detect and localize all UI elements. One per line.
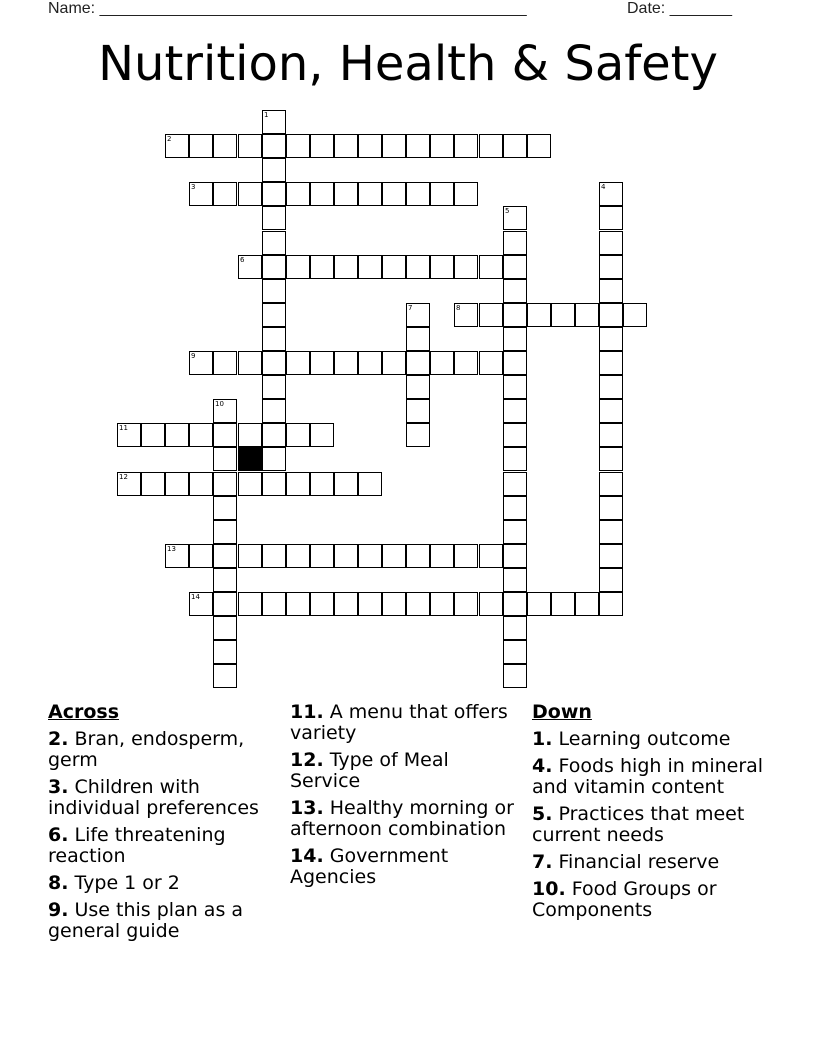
crossword-cell[interactable] bbox=[165, 423, 189, 447]
crossword-cell[interactable] bbox=[286, 182, 310, 206]
down-heading: Down bbox=[532, 701, 592, 723]
crossword-cell[interactable] bbox=[503, 472, 527, 496]
cell-number: 10 bbox=[215, 400, 224, 408]
crossword-cell[interactable] bbox=[238, 472, 262, 496]
crossword-cell[interactable] bbox=[213, 134, 237, 158]
clue-down-1 bbox=[532, 729, 772, 750]
clue-text: Financial reserve bbox=[558, 851, 720, 873]
crossword-cell[interactable] bbox=[430, 182, 454, 206]
crossword-cell[interactable] bbox=[382, 544, 406, 568]
clue-text: Type of Meal Service bbox=[290, 749, 449, 792]
crossword-cell[interactable] bbox=[503, 206, 527, 230]
cell-number: 13 bbox=[167, 545, 176, 553]
crossword-cell[interactable] bbox=[213, 664, 237, 688]
clue-across-13 bbox=[290, 798, 520, 840]
clue-text: Learning outcome bbox=[558, 728, 731, 750]
clue-text: Food Groups or Components bbox=[532, 878, 717, 921]
crossword-cell[interactable] bbox=[599, 327, 623, 351]
crossword-cell[interactable] bbox=[503, 134, 527, 158]
crossword-cell[interactable] bbox=[430, 351, 454, 375]
crossword-cell[interactable] bbox=[503, 447, 527, 471]
clue-text: Children with individual preferences bbox=[48, 776, 259, 819]
crossword-cell[interactable] bbox=[189, 351, 213, 375]
crossword-cell[interactable] bbox=[454, 592, 478, 616]
crossword-cell[interactable] bbox=[334, 182, 358, 206]
crossword-cell[interactable] bbox=[479, 592, 503, 616]
crossword-cell[interactable] bbox=[382, 182, 406, 206]
clue-across-12 bbox=[290, 750, 520, 792]
crossword-cell[interactable] bbox=[406, 303, 430, 327]
crossword-cell[interactable] bbox=[503, 568, 527, 592]
crossword-cell[interactable] bbox=[599, 447, 623, 471]
crossword-cell[interactable] bbox=[262, 134, 286, 158]
crossword-cell[interactable] bbox=[189, 182, 213, 206]
crossword-cell[interactable] bbox=[599, 375, 623, 399]
crossword-cell[interactable] bbox=[165, 134, 189, 158]
cell-number: 5 bbox=[505, 207, 510, 215]
crossword-cell[interactable] bbox=[213, 640, 237, 664]
crossword-cell[interactable] bbox=[599, 544, 623, 568]
clue-text: Bran, endosperm, germ bbox=[48, 728, 245, 771]
crossword-cell[interactable] bbox=[262, 423, 286, 447]
cell-number: 9 bbox=[191, 352, 196, 360]
crossword-cell[interactable] bbox=[310, 592, 334, 616]
clue-down-10 bbox=[532, 879, 772, 921]
crossword-cell[interactable] bbox=[479, 544, 503, 568]
crossword-cell[interactable] bbox=[262, 303, 286, 327]
clue-number: 2. bbox=[48, 728, 69, 750]
crossword-cell[interactable] bbox=[286, 544, 310, 568]
crossword-cell[interactable] bbox=[406, 544, 430, 568]
date-field-label: Date: _______ bbox=[627, 0, 732, 17]
cell-number: 1 bbox=[264, 111, 269, 119]
crossword-cell[interactable] bbox=[599, 182, 623, 206]
crossword-cell[interactable] bbox=[430, 134, 454, 158]
crossword-cell[interactable] bbox=[334, 544, 358, 568]
clue-down-5 bbox=[532, 804, 772, 846]
crossword-cell[interactable] bbox=[382, 255, 406, 279]
crossword-cell[interactable] bbox=[189, 423, 213, 447]
crossword-cell[interactable] bbox=[213, 447, 237, 471]
crossword-cell[interactable] bbox=[213, 351, 237, 375]
crossword-cell[interactable] bbox=[503, 351, 527, 375]
crossword-cell[interactable] bbox=[599, 423, 623, 447]
crossword-cell[interactable] bbox=[479, 255, 503, 279]
crossword-cell[interactable] bbox=[599, 520, 623, 544]
crossword-cell[interactable] bbox=[286, 351, 310, 375]
clue-across-9 bbox=[48, 900, 283, 942]
crossword-cell[interactable] bbox=[262, 351, 286, 375]
crossword-cell[interactable] bbox=[213, 544, 237, 568]
crossword-cell[interactable] bbox=[310, 544, 334, 568]
crossword-cell[interactable] bbox=[213, 182, 237, 206]
crossword-cell[interactable] bbox=[406, 327, 430, 351]
crossword-cell[interactable] bbox=[454, 255, 478, 279]
crossword-cell[interactable] bbox=[406, 182, 430, 206]
clue-number: 14. bbox=[290, 845, 324, 867]
crossword-cell[interactable] bbox=[575, 303, 599, 327]
clue-number: 1. bbox=[532, 728, 553, 750]
crossword-cell[interactable] bbox=[358, 351, 382, 375]
crossword-cell[interactable] bbox=[430, 544, 454, 568]
crossword-cell[interactable] bbox=[503, 399, 527, 423]
crossword-cell[interactable] bbox=[189, 134, 213, 158]
clue-number: 6. bbox=[48, 824, 69, 846]
crossword-cell[interactable] bbox=[382, 134, 406, 158]
down-clues-column bbox=[532, 702, 772, 927]
crossword-cell[interactable] bbox=[262, 327, 286, 351]
crossword-cell[interactable] bbox=[599, 592, 623, 616]
crossword-cell[interactable] bbox=[238, 351, 262, 375]
crossword-cell[interactable] bbox=[599, 231, 623, 255]
crossword-cell[interactable] bbox=[310, 472, 334, 496]
crossword-cell[interactable] bbox=[479, 303, 503, 327]
clue-text: Government Agencies bbox=[290, 845, 449, 888]
crossword-cell[interactable] bbox=[454, 303, 478, 327]
crossword-cell[interactable] bbox=[623, 303, 647, 327]
across-heading: Across bbox=[48, 701, 120, 723]
clue-number: 12. bbox=[290, 749, 324, 771]
crossword-cell[interactable] bbox=[454, 544, 478, 568]
crossword-cell[interactable] bbox=[503, 279, 527, 303]
crossword-cell[interactable] bbox=[430, 255, 454, 279]
crossword-cell[interactable] bbox=[262, 255, 286, 279]
crossword-cell[interactable] bbox=[527, 134, 551, 158]
crossword-cell[interactable] bbox=[286, 423, 310, 447]
crossword-cell[interactable] bbox=[454, 351, 478, 375]
crossword-cell[interactable] bbox=[334, 255, 358, 279]
crossword-cell[interactable] bbox=[334, 134, 358, 158]
crossword-cell[interactable] bbox=[213, 616, 237, 640]
crossword-cell[interactable] bbox=[406, 375, 430, 399]
crossword-cell[interactable] bbox=[479, 134, 503, 158]
crossword-cell[interactable] bbox=[262, 472, 286, 496]
crossword-cell[interactable] bbox=[141, 423, 165, 447]
crossword-cell[interactable] bbox=[262, 592, 286, 616]
clue-text: Healthy morning or afternoon combination bbox=[290, 797, 514, 840]
cell-number: 12 bbox=[119, 473, 128, 481]
clue-across-6 bbox=[48, 825, 283, 867]
crossword-cell[interactable] bbox=[503, 255, 527, 279]
crossword-cell[interactable] bbox=[358, 182, 382, 206]
crossword-cell[interactable] bbox=[286, 592, 310, 616]
crossword-cell[interactable] bbox=[599, 303, 623, 327]
crossword-cell[interactable] bbox=[527, 303, 551, 327]
crossword-cell[interactable] bbox=[213, 423, 237, 447]
crossword-cell[interactable] bbox=[238, 182, 262, 206]
clue-down-7 bbox=[532, 852, 772, 873]
clue-number: 7. bbox=[532, 851, 553, 873]
crossword-cell[interactable] bbox=[262, 447, 286, 471]
crossword-cell[interactable] bbox=[430, 592, 454, 616]
crossword-cell[interactable] bbox=[599, 255, 623, 279]
crossword-cell[interactable] bbox=[189, 472, 213, 496]
crossword-cell[interactable] bbox=[286, 255, 310, 279]
crossword-cell[interactable] bbox=[262, 279, 286, 303]
crossword-cell[interactable] bbox=[599, 351, 623, 375]
cell-number: 7 bbox=[408, 304, 413, 312]
crossword-cell[interactable] bbox=[165, 472, 189, 496]
crossword-cell[interactable] bbox=[503, 520, 527, 544]
crossword-cell[interactable] bbox=[238, 134, 262, 158]
clue-text: A menu that offers variety bbox=[290, 701, 508, 744]
across-clues-column-1 bbox=[48, 702, 283, 948]
page-title: Nutrition, Health & Safety bbox=[98, 36, 718, 92]
clue-number: 10. bbox=[532, 878, 566, 900]
crossword-cell[interactable] bbox=[262, 399, 286, 423]
crossword-cell[interactable] bbox=[406, 399, 430, 423]
name-field-label: Name: ________________________________________________ bbox=[48, 0, 527, 17]
cell-number: 4 bbox=[601, 183, 606, 191]
cell-number: 14 bbox=[191, 593, 200, 601]
crossword-cell[interactable] bbox=[334, 592, 358, 616]
clue-text: Life threatening reaction bbox=[48, 824, 226, 867]
crossword-cell[interactable] bbox=[262, 158, 286, 182]
crossword-cell[interactable] bbox=[599, 279, 623, 303]
crossword-cell[interactable] bbox=[189, 592, 213, 616]
crossword-cell[interactable] bbox=[551, 303, 575, 327]
clue-across-3 bbox=[48, 777, 283, 819]
clue-across-8 bbox=[48, 873, 283, 894]
crossword-cell[interactable] bbox=[382, 592, 406, 616]
crossword-cell[interactable] bbox=[406, 423, 430, 447]
cell-number: 11 bbox=[119, 424, 128, 432]
crossword-cell[interactable] bbox=[503, 664, 527, 688]
clue-number: 3. bbox=[48, 776, 69, 798]
crossword-cell[interactable] bbox=[358, 134, 382, 158]
crossword-cell[interactable] bbox=[503, 592, 527, 616]
across-clues-column-2 bbox=[290, 702, 520, 894]
crossword-cell[interactable] bbox=[358, 255, 382, 279]
crossword-cell[interactable] bbox=[599, 568, 623, 592]
crossword-cell[interactable] bbox=[262, 206, 286, 230]
crossword-cell[interactable] bbox=[213, 472, 237, 496]
crossword-cell[interactable] bbox=[503, 423, 527, 447]
crossword-cell[interactable] bbox=[117, 472, 141, 496]
crossword-cell[interactable] bbox=[165, 544, 189, 568]
clue-text: Type 1 or 2 bbox=[74, 872, 180, 894]
crossword-cell[interactable] bbox=[454, 182, 478, 206]
clue-number: 11. bbox=[290, 701, 324, 723]
crossword-cell[interactable] bbox=[213, 568, 237, 592]
crossword-cell[interactable] bbox=[238, 255, 262, 279]
crossword-cell[interactable] bbox=[117, 423, 141, 447]
crossword-cell[interactable] bbox=[503, 327, 527, 351]
crossword-cell[interactable] bbox=[575, 592, 599, 616]
crossword-cell[interactable] bbox=[358, 592, 382, 616]
crossword-cell[interactable] bbox=[503, 616, 527, 640]
crossword-cell[interactable] bbox=[286, 472, 310, 496]
cell-number: 2 bbox=[167, 135, 172, 143]
crossword-cell[interactable] bbox=[527, 592, 551, 616]
clue-number: 8. bbox=[48, 872, 69, 894]
crossword-cell[interactable] bbox=[599, 496, 623, 520]
cell-number: 8 bbox=[456, 304, 461, 312]
crossword-cell[interactable] bbox=[358, 472, 382, 496]
crossword-cell[interactable] bbox=[213, 399, 237, 423]
clue-number: 9. bbox=[48, 899, 69, 921]
clue-number: 13. bbox=[290, 797, 324, 819]
crossword-cell[interactable] bbox=[310, 351, 334, 375]
clue-across-14 bbox=[290, 846, 520, 888]
crossword-cell[interactable] bbox=[599, 206, 623, 230]
crossword-cell[interactable] bbox=[551, 592, 575, 616]
clue-text: Use this plan as a general guide bbox=[48, 899, 244, 942]
clue-across-11 bbox=[290, 702, 520, 744]
crossword-cell[interactable] bbox=[406, 255, 430, 279]
crossword-cell[interactable] bbox=[262, 375, 286, 399]
crossword-cell[interactable] bbox=[262, 231, 286, 255]
crossword-cell[interactable] bbox=[454, 134, 478, 158]
crossword-cell[interactable] bbox=[503, 544, 527, 568]
crossword-cell[interactable] bbox=[262, 182, 286, 206]
clue-across-2 bbox=[48, 729, 283, 771]
crossword-cell[interactable] bbox=[141, 472, 165, 496]
clue-text: Practices that meet current needs bbox=[532, 803, 745, 846]
crossword-cell[interactable] bbox=[262, 544, 286, 568]
crossword-cell[interactable] bbox=[286, 134, 310, 158]
crossword-cell[interactable] bbox=[599, 399, 623, 423]
crossword-cell[interactable] bbox=[310, 255, 334, 279]
crossword-cell[interactable] bbox=[238, 544, 262, 568]
clue-text: Foods high in mineral and vitamin content bbox=[532, 755, 764, 798]
crossword-cell[interactable] bbox=[213, 520, 237, 544]
crossword-cell[interactable] bbox=[406, 351, 430, 375]
crossword-cell[interactable] bbox=[479, 351, 503, 375]
crossword-cell[interactable] bbox=[213, 592, 237, 616]
cell-number: 3 bbox=[191, 183, 196, 191]
cell-number: 6 bbox=[240, 256, 245, 264]
crossword-cell[interactable] bbox=[189, 544, 213, 568]
crossword-cell[interactable] bbox=[310, 423, 334, 447]
crossword-cell[interactable] bbox=[503, 496, 527, 520]
clue-down-4 bbox=[532, 756, 772, 798]
crossword-cell[interactable] bbox=[406, 134, 430, 158]
crossword-cell[interactable] bbox=[503, 375, 527, 399]
crossword-cell[interactable] bbox=[334, 351, 358, 375]
crossword-cell[interactable] bbox=[599, 472, 623, 496]
crossword-cell[interactable] bbox=[262, 110, 286, 134]
crossword-cell[interactable] bbox=[503, 303, 527, 327]
crossword-cell[interactable] bbox=[238, 423, 262, 447]
crossword-cell[interactable] bbox=[310, 134, 334, 158]
crossword-cell[interactable] bbox=[406, 592, 430, 616]
clue-number: 5. bbox=[532, 803, 553, 825]
crossword-cell[interactable] bbox=[213, 496, 237, 520]
black-square bbox=[238, 447, 262, 471]
clue-number: 4. bbox=[532, 755, 553, 777]
crossword-cell[interactable] bbox=[310, 182, 334, 206]
crossword-cell[interactable] bbox=[382, 351, 406, 375]
crossword-cell[interactable] bbox=[334, 472, 358, 496]
crossword-cell[interactable] bbox=[503, 640, 527, 664]
crossword-cell[interactable] bbox=[358, 544, 382, 568]
crossword-cell[interactable] bbox=[238, 592, 262, 616]
crossword-cell[interactable] bbox=[503, 231, 527, 255]
